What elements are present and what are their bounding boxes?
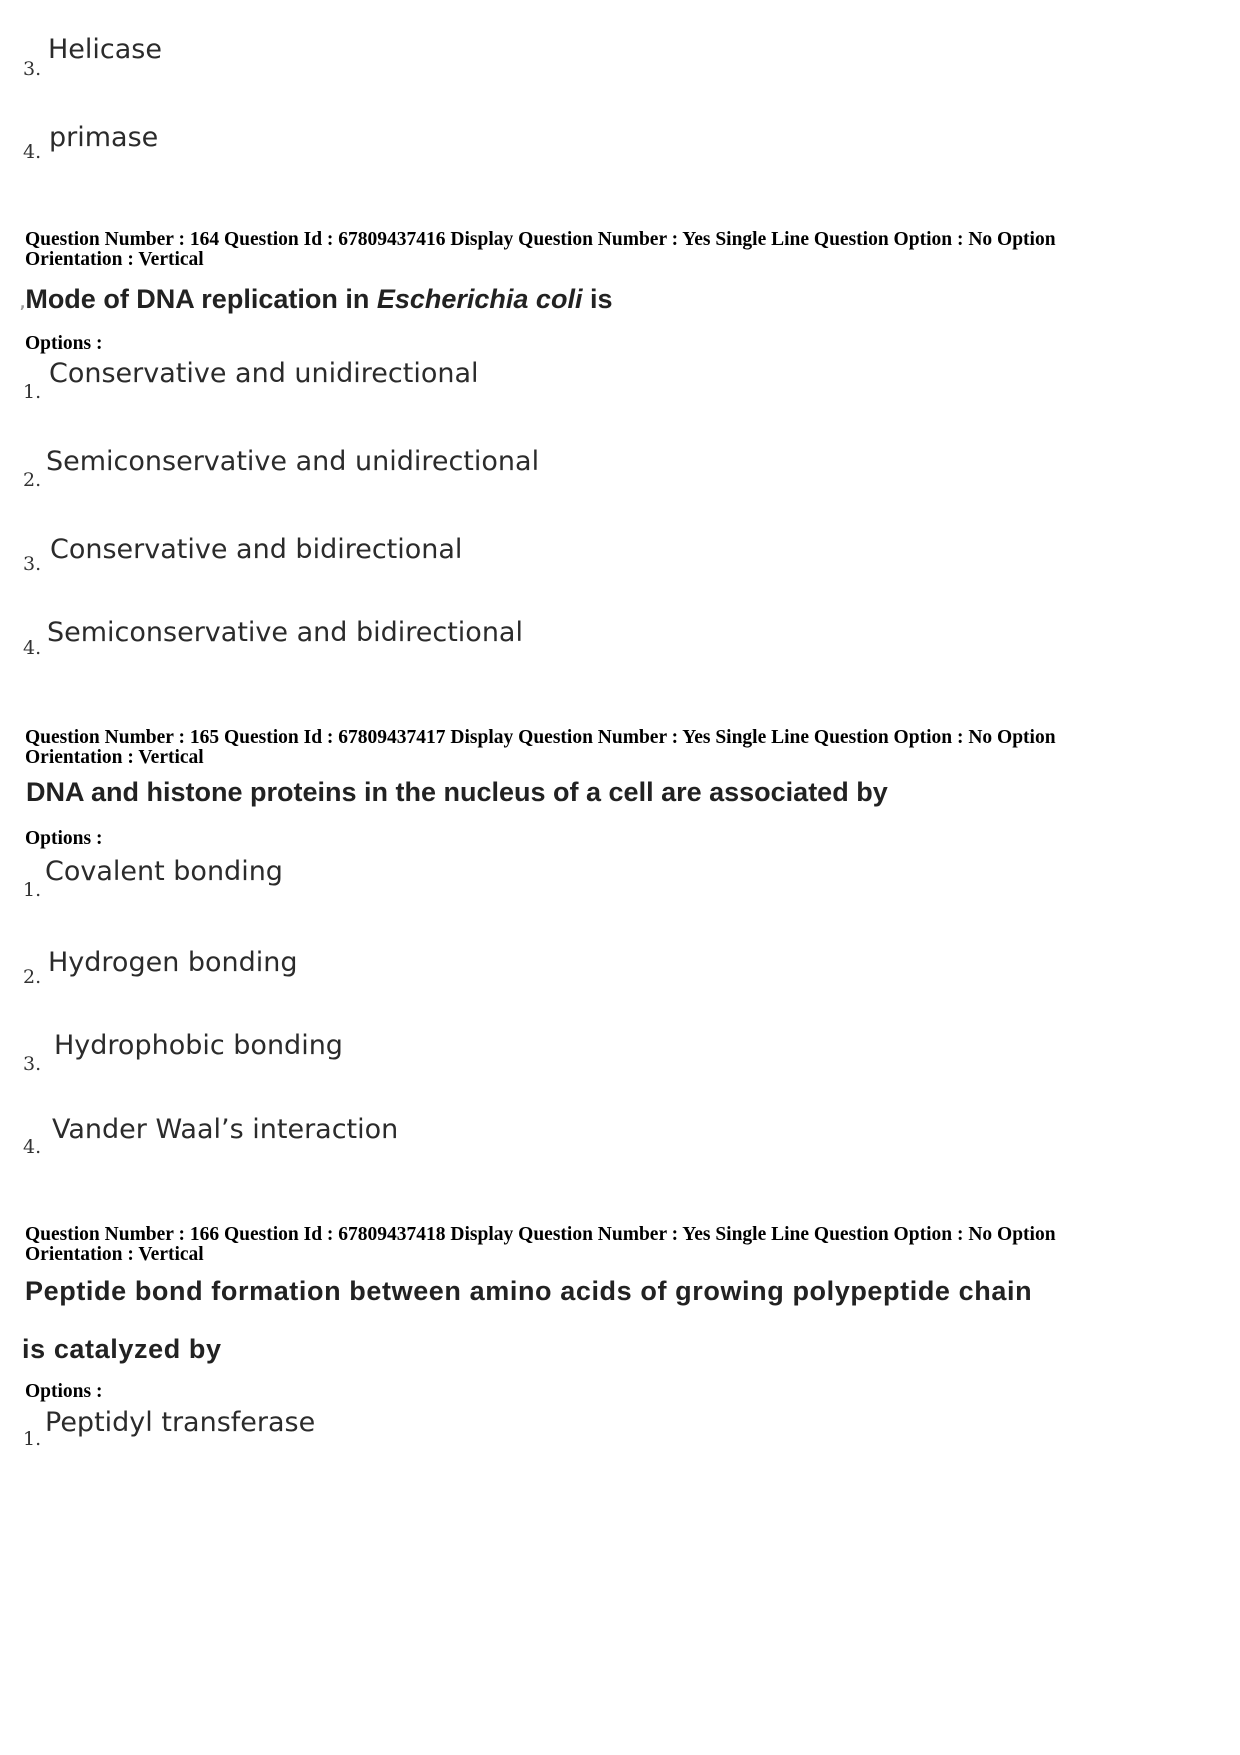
question-meta: Question Number : 166 Question Id : 67809437418 Display Question Number : Yes Single Line Question Option : No Option bbox=[25, 1224, 1056, 1245]
option-text: Semiconservative and bidirectional bbox=[47, 617, 523, 648]
italic-species-name: Escherichia coli bbox=[376, 284, 583, 314]
question-meta-orientation: Orientation : Vertical bbox=[25, 1244, 204, 1265]
option-text: Conservative and unidirectional bbox=[49, 358, 479, 389]
question-text-line-2: is catalyzed by bbox=[22, 1334, 222, 1364]
scan-mark: , bbox=[20, 296, 26, 312]
option-text: Conservative and bidirectional bbox=[50, 534, 463, 565]
question-meta: Question Number : 164 Question Id : 67809437416 Display Question Number : Yes Single Line Question Option : No Option bbox=[25, 229, 1056, 250]
option-text: Hydrophobic bonding bbox=[54, 1030, 343, 1061]
question-text: DNA and histone proteins in the nucleus of a cell are associated by bbox=[26, 777, 888, 807]
question-meta-orientation: Orientation : Vertical bbox=[25, 249, 204, 270]
question-text-line-1: Peptide bond formation between amino acids of growing polypeptide chain bbox=[25, 1276, 1033, 1306]
option-number: 3. bbox=[23, 58, 42, 80]
option-number: 1. bbox=[23, 1428, 42, 1450]
option-number: 1. bbox=[23, 381, 42, 403]
option-text: Vander Waal’s interaction bbox=[52, 1114, 399, 1145]
question-meta: Question Number : 165 Question Id : 67809437417 Display Question Number : Yes Single Line Question Option : No Option bbox=[25, 727, 1056, 748]
option-number: 4. bbox=[23, 1136, 42, 1158]
option-text: Peptidyl transferase bbox=[45, 1407, 316, 1438]
options-label: Options : bbox=[25, 1381, 103, 1402]
option-text: Helicase bbox=[48, 34, 162, 65]
question-text: ,Mode of DNA replication in Escherichia coli is bbox=[20, 284, 613, 314]
option-number: 4. bbox=[23, 141, 42, 163]
options-label: Options : bbox=[25, 828, 103, 849]
option-number: 2. bbox=[23, 966, 42, 988]
option-number: 4. bbox=[23, 637, 42, 659]
question-meta-orientation: Orientation : Vertical bbox=[25, 747, 204, 768]
option-text: Covalent bonding bbox=[45, 856, 283, 887]
options-label: Options : bbox=[25, 333, 103, 354]
option-number: 2. bbox=[23, 469, 42, 491]
option-text: Semiconservative and unidirectional bbox=[46, 446, 540, 477]
option-text: Hydrogen bonding bbox=[48, 947, 298, 978]
option-number: 3. bbox=[23, 553, 42, 575]
option-text: primase bbox=[49, 122, 159, 153]
option-number: 1. bbox=[23, 879, 42, 901]
option-number: 3. bbox=[23, 1053, 42, 1075]
